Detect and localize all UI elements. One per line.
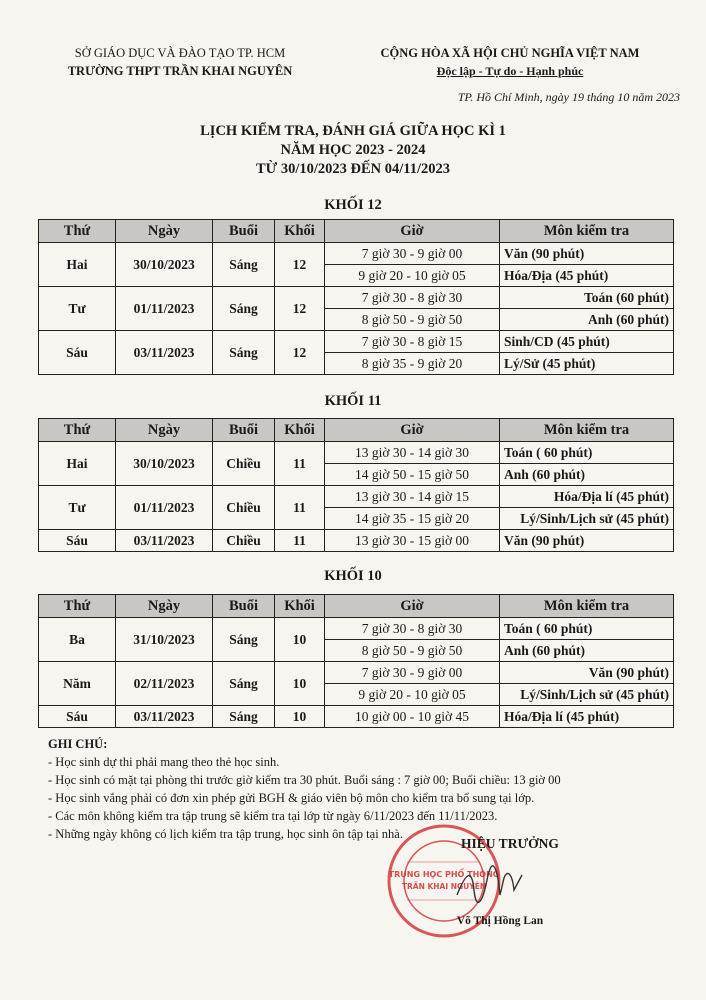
cell-khoi: 11: [275, 486, 325, 530]
table-row: [39, 618, 674, 640]
cell-gio: 14 giờ 50 - 15 giờ 50: [325, 464, 500, 486]
cell-mon: Lý/Sinh/Lịch sử (45 phút): [500, 508, 674, 530]
note-item: - Học sinh có mặt tại phòng thi trước giờ kiểm tra 30 phút. Buổi sáng : 7 giờ 00; Buổi chiều: 13 giờ 00: [48, 773, 561, 787]
col-buoi: Buổi: [213, 419, 275, 442]
col-ngay: Ngày: [116, 220, 213, 243]
cell-thu: Tư: [39, 486, 116, 530]
notes-section: [48, 735, 688, 843]
col-mon: Môn kiểm tra: [500, 220, 674, 243]
col-thu: Thứ: [39, 220, 116, 243]
cell-gio: 14 giờ 35 - 15 giờ 20: [325, 508, 500, 530]
table-row: [39, 706, 674, 728]
document-date: TP. Hồ Chí Minh, ngày 19 tháng 10 năm 2023: [457, 90, 680, 104]
table-row: [39, 331, 674, 353]
cell-ngay: 03/11/2023: [116, 706, 213, 728]
section-title-k10: KHỐI 10: [324, 568, 382, 584]
cell-thu: Sáu: [39, 331, 116, 375]
cell-thu: Năm: [39, 662, 116, 706]
svg-text:TRẦN KHAI NGUYÊN: TRẦN KHAI NGUYÊN: [401, 882, 487, 891]
cell-khoi: 10: [275, 706, 325, 728]
cell-mon: Hóa/Địa lí (45 phút): [500, 486, 674, 508]
notes-heading: GHI CHÚ:: [48, 737, 108, 751]
cell-khoi: 12: [275, 243, 325, 287]
cell-buoi: Sáng: [213, 618, 275, 662]
note-item: - Học sinh vắng phải có đơn xin phép gửi BGH & giáo viên bộ môn cho kiểm tra bổ sung tại lớp.: [48, 791, 535, 805]
col-buoi: Buổi: [213, 595, 275, 618]
title-line-2: NĂM HỌC 2023 - 2024: [280, 142, 426, 158]
cell-buoi: Chiều: [213, 530, 275, 552]
cell-buoi: Sáng: [213, 287, 275, 331]
school-name: TRƯỜNG THPT TRẦN KHAI NGUYÊN: [67, 64, 293, 78]
motto: Độc lập - Tự do - Hạnh phúc: [436, 64, 584, 78]
cell-thu: Hai: [39, 442, 116, 486]
cell-ngay: 03/11/2023: [116, 530, 213, 552]
cell-gio: 9 giờ 20 - 10 giờ 05: [325, 265, 500, 287]
cell-mon: Anh (60 phút): [500, 309, 674, 331]
cell-thu: Sáu: [39, 706, 116, 728]
signature-role: HIỆU TRƯỞNG: [461, 836, 559, 851]
table-header-row: [39, 419, 674, 442]
col-gio: Giờ: [325, 595, 500, 618]
cell-khoi: 10: [275, 618, 325, 662]
note-item: - Các môn không kiểm tra tập trung sẽ kiểm tra tại lớp từ ngày 6/11/2023 đến 11/11/2023.: [48, 809, 498, 823]
schedule-table-k12: [38, 219, 674, 375]
cell-gio: 8 giờ 50 - 9 giờ 50: [325, 640, 500, 662]
cell-buoi: Chiều: [213, 486, 275, 530]
cell-buoi: Chiều: [213, 442, 275, 486]
handwritten-signature-icon: [452, 860, 532, 910]
cell-gio: 9 giờ 20 - 10 giờ 05: [325, 684, 500, 706]
cell-mon: Toán ( 60 phút): [500, 442, 674, 464]
cell-ngay: 01/11/2023: [116, 486, 213, 530]
section-title-k12: KHỐI 12: [324, 197, 382, 213]
cell-thu: Sáu: [39, 530, 116, 552]
table-row: [39, 530, 674, 552]
cell-mon: Hóa/Địa lí (45 phút): [500, 706, 674, 728]
cell-khoi: 12: [275, 287, 325, 331]
cell-gio: 7 giờ 30 - 8 giờ 30: [325, 618, 500, 640]
cell-ngay: 03/11/2023: [116, 331, 213, 375]
cell-khoi: 12: [275, 331, 325, 375]
cell-mon: Toán ( 60 phút): [500, 618, 674, 640]
cell-khoi: 10: [275, 662, 325, 706]
col-mon: Môn kiểm tra: [500, 419, 674, 442]
cell-ngay: 01/11/2023: [116, 287, 213, 331]
cell-gio: 8 giờ 50 - 9 giờ 50: [325, 309, 500, 331]
cell-ngay: 31/10/2023: [116, 618, 213, 662]
cell-gio: 7 giờ 30 - 8 giờ 15: [325, 331, 500, 353]
cell-thu: Hai: [39, 243, 116, 287]
note-item: - Những ngày không có lịch kiểm tra tập trung, học sinh ôn tập tại nhà.: [48, 827, 403, 841]
cell-buoi: Sáng: [213, 662, 275, 706]
cell-thu: Ba: [39, 618, 116, 662]
cell-gio: 7 giờ 30 - 9 giờ 00: [325, 662, 500, 684]
cell-mon: Sinh/CD (45 phút): [500, 331, 674, 353]
cell-gio: 13 giờ 30 - 15 giờ 00: [325, 530, 500, 552]
cell-ngay: 30/10/2023: [116, 243, 213, 287]
cell-khoi: 11: [275, 530, 325, 552]
document-title: [0, 122, 706, 179]
signer-name: Võ Thị Hồng Lan: [456, 915, 544, 927]
cell-mon: Văn (90 phút): [500, 530, 674, 552]
col-gio: Giờ: [325, 220, 500, 243]
cell-buoi: Sáng: [213, 243, 275, 287]
cell-mon: Lý/Sử (45 phút): [500, 353, 674, 375]
col-buoi: Buổi: [213, 220, 275, 243]
cell-gio: 13 giờ 30 - 14 giờ 30: [325, 442, 500, 464]
table-row: [39, 662, 674, 684]
col-thu: Thứ: [39, 419, 116, 442]
table-row: [39, 243, 674, 265]
cell-gio: 7 giờ 30 - 8 giờ 30: [325, 287, 500, 309]
cell-mon: Toán (60 phút): [500, 287, 674, 309]
department-name: SỞ GIÁO DỤC VÀ ĐÀO TẠO TP. HCM: [74, 46, 286, 60]
col-khoi: Khối: [275, 220, 325, 243]
cell-mon: Anh (60 phút): [500, 640, 674, 662]
cell-khoi: 11: [275, 442, 325, 486]
cell-buoi: Sáng: [213, 331, 275, 375]
cell-ngay: 30/10/2023: [116, 442, 213, 486]
cell-mon: Hóa/Địa (45 phút): [500, 265, 674, 287]
schedule-table-k10: [38, 594, 674, 728]
schedule-table-k11: [38, 418, 674, 552]
table-row: [39, 287, 674, 309]
header-right: [340, 44, 680, 80]
svg-text:TRUNG HỌC PHỔ THÔNG: TRUNG HỌC PHỔ THÔNG: [388, 870, 500, 879]
cell-mon: Lý/Sinh/Lịch sử (45 phút): [500, 684, 674, 706]
cell-gio: 10 giờ 00 - 10 giờ 45: [325, 706, 500, 728]
col-khoi: Khối: [275, 595, 325, 618]
cell-gio: 8 giờ 35 - 9 giờ 20: [325, 353, 500, 375]
header-left: [55, 44, 305, 80]
nation-name: CỘNG HÒA XÃ HỘI CHỦ NGHĨA VIỆT NAM: [380, 46, 640, 60]
note-item: - Học sinh dự thi phải mang theo thẻ học sinh.: [48, 755, 280, 769]
table-header-row: [39, 220, 674, 243]
col-thu: Thứ: [39, 595, 116, 618]
table-row: [39, 442, 674, 464]
cell-mon: Anh (60 phút): [500, 464, 674, 486]
col-ngay: Ngày: [116, 419, 213, 442]
cell-gio: 13 giờ 30 - 14 giờ 15: [325, 486, 500, 508]
table-row: [39, 486, 674, 508]
cell-mon: Văn (90 phút): [500, 662, 674, 684]
title-line-3: TỪ 30/10/2023 ĐẾN 04/11/2023: [255, 161, 450, 177]
table-header-row: [39, 595, 674, 618]
section-title-k11: KHỐI 11: [324, 393, 382, 409]
cell-mon: Văn (90 phút): [500, 243, 674, 265]
col-ngay: Ngày: [116, 595, 213, 618]
col-mon: Môn kiểm tra: [500, 595, 674, 618]
col-gio: Giờ: [325, 419, 500, 442]
cell-gio: 7 giờ 30 - 9 giờ 00: [325, 243, 500, 265]
cell-buoi: Sáng: [213, 706, 275, 728]
cell-ngay: 02/11/2023: [116, 662, 213, 706]
title-line-1: LỊCH KIỂM TRA, ĐÁNH GIÁ GIỮA HỌC KÌ 1: [200, 123, 506, 139]
cell-thu: Tư: [39, 287, 116, 331]
col-khoi: Khối: [275, 419, 325, 442]
